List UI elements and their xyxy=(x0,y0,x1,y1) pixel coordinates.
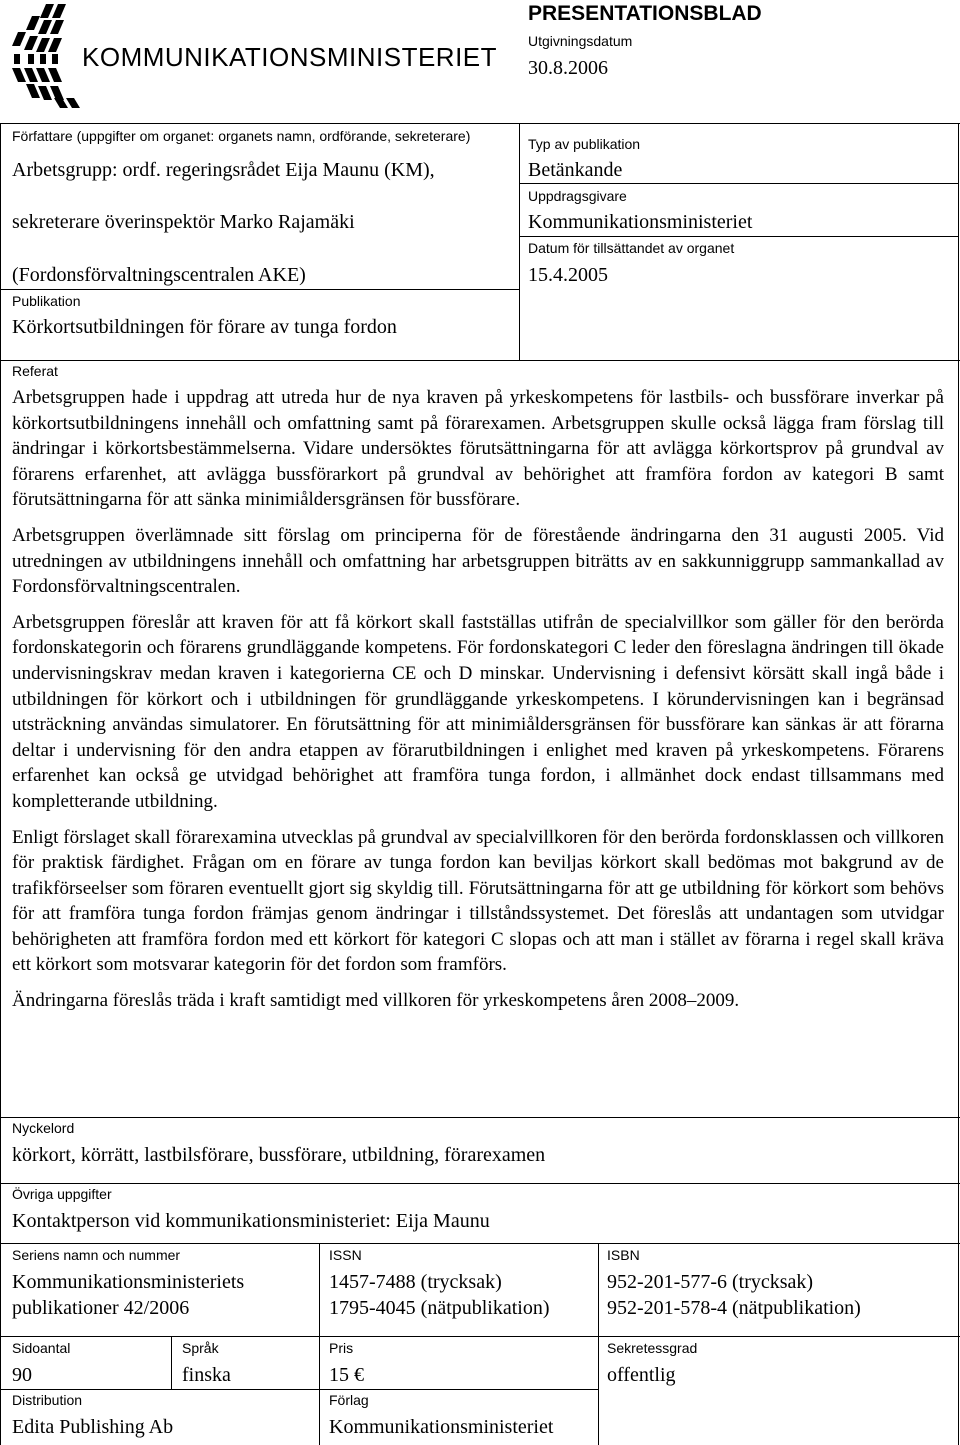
appointment-date-label: Datum för tillsättandet av organet xyxy=(528,240,735,256)
publication-type-label: Typ av publikation xyxy=(528,136,641,152)
referat-paragraph: Arbetsgruppen hade i uppdrag att utreda hur de nya kraven på yrkeskompetens för lastbils- och bussförare inverkar på körkortsutbildningens innehåll och omfattning samt på förarexamen. Arbetsgruppen skulle också lägga fram förslag till ändringar i körkortsbestämmelserna. Vidare undersöktes förutsättningarna för att avlägga körkortsprov på grundval av förarens erfarenhet, att avlägga bussförarkort på grundval av behörighet att framföra fordon av kategori B samt förutsättningarna för att sänka minimiåldersgränsen för bussförare. xyxy=(12,387,944,511)
distribution-value: Edita Publishing Ab xyxy=(12,1416,174,1438)
doc-type-title: PRESENTATIONSBLAD xyxy=(528,2,762,25)
referat-paragraph: Arbetsgruppen föreslår att kraven för att få körkort skall fastställas utifrån de specialvillkor som gäller för den berörda fordonskategorin och förarens grundläggande kompetens. För fordonskategori C leder den föreslagna ändringen till ökade undervisningskrav medan kraven i kategorierna CE och D minskar. Undervisning i defensivt körsätt skall ingå både i utbildningen för körkort och i utbildningen för grundläggande yrkeskompetens. I körundervisningen kan i begränsad utsträckning användas simulatorer. En förutsättning för att minimiåldersgränsen för bussförare kan sänkas är att förarna deltar i undervisning för den andra etappen av förarutbildningen i enlighet med kraven på yrkeskompetens. Förarens erfarenhet kan också ge utvidgad behörighet att framföra tunga fordon, i allmänhet dock endast tillsammans med kompletterande utbildning. xyxy=(12,611,944,812)
publish-date-value: 30.8.2006 xyxy=(528,57,608,79)
referat-body xyxy=(12,385,944,1024)
other-info-value: Kontaktperson vid kommunikationsministeriet: Eija Maunu xyxy=(12,1210,490,1232)
author-label: Författare (uppgifter om organet: organets namn, ordförande, sekreterare) xyxy=(12,128,471,144)
keywords-label: Nyckelord xyxy=(12,1120,75,1136)
author-line-2: sekreterare överinspektör Marko Rajamäki xyxy=(12,211,355,233)
series-line-1: Kommunikationsministeriets xyxy=(12,1271,245,1293)
page-count-label: Sidoantal xyxy=(12,1340,71,1356)
ministry-logo-icon xyxy=(10,2,80,108)
referat-paragraph: Arbetsgruppen överlämnade sitt förslag om principerna för de förestående ändringarna den 31 augusti 2005. Vid utredningen av utbildningens innehåll och omfattning har arbetsgruppen biträtts av en sakkunniggrupp sammankallad av Fordonsförvaltningscentralen. xyxy=(12,524,944,598)
publisher-label: Förlag xyxy=(329,1392,369,1408)
language-label: Språk xyxy=(182,1340,219,1356)
other-info-label: Övriga uppgifter xyxy=(12,1186,112,1202)
language-value: finska xyxy=(182,1364,231,1386)
client-value: Kommunikationsministeriet xyxy=(528,211,753,233)
referat-paragraph: Ändringarna föreslås träda i kraft samtidigt med villkoren för yrkeskompetens åren 2008–2009. xyxy=(12,990,740,1012)
price-value: 15 € xyxy=(329,1364,364,1386)
isbn-label: ISBN xyxy=(607,1247,640,1263)
page-count-value: 90 xyxy=(12,1364,32,1386)
publication-type-value: Betänkande xyxy=(528,159,623,181)
issn-label: ISSN xyxy=(329,1247,362,1263)
distribution-label: Distribution xyxy=(12,1392,83,1408)
series-label: Seriens namn och nummer xyxy=(12,1247,181,1263)
appointment-date-value: 15.4.2005 xyxy=(528,264,608,286)
issn-line-1: 1457-7488 (trycksak) xyxy=(329,1271,502,1293)
secrecy-value: offentlig xyxy=(607,1364,676,1386)
client-label: Uppdragsgivare xyxy=(528,188,627,204)
isbn-line-2: 952-201-578-4 (nätpublikation) xyxy=(607,1297,861,1319)
isbn-line-1: 952-201-577-6 (trycksak) xyxy=(607,1271,814,1293)
issn-line-2: 1795-4045 (nätpublikation) xyxy=(329,1297,550,1319)
author-line-3: (Fordonsförvaltningscentralen AKE) xyxy=(12,264,306,286)
keywords-value: körkort, körrätt, lastbilsförare, bussförare, utbildning, förarexamen xyxy=(12,1144,546,1166)
publish-date-label: Utgivningsdatum xyxy=(528,33,633,49)
series-line-2: publikationer 42/2006 xyxy=(12,1297,190,1319)
ministry-name: KOMMUNIKATIONSMINISTERIET xyxy=(82,42,498,72)
referat-label: Referat xyxy=(12,363,58,379)
author-line-1: Arbetsgrupp: ordf. regeringsrådet Eija Maunu (KM), xyxy=(12,159,435,181)
price-label: Pris xyxy=(329,1340,354,1356)
publication-label: Publikation xyxy=(12,293,81,309)
secrecy-label: Sekretessgrad xyxy=(607,1340,698,1356)
publisher-value: Kommunikationsministeriet xyxy=(329,1416,554,1438)
referat-paragraph: Enligt förslaget skall förarexamina utvecklas på grundval av specialvillkoren för den berörda fordonsklassen och villkoren för praktisk färdighet. Frågan om en förare av tunga fordon kan beviljas körkort skall bedömas mot bakgrund av de trafikförseelser som föraren eventuellt gjort sig skyldig till. Förutsättningarna för att ge utbildning för körkort som behövs för att framföra tunga fordon främjas genom ändringar i tillståndssystemet. Det föreslås att undantagen som utvidgar behörigheten att framföra fordon med ett körkort för kategori C slopas och att man i stället av förarna i regel skall kräva ett körkort som motsvarar kategorin för det fordon som framförs. xyxy=(12,826,944,976)
publication-title: Körkortsutbildningen för förare av tunga fordon xyxy=(12,316,397,338)
